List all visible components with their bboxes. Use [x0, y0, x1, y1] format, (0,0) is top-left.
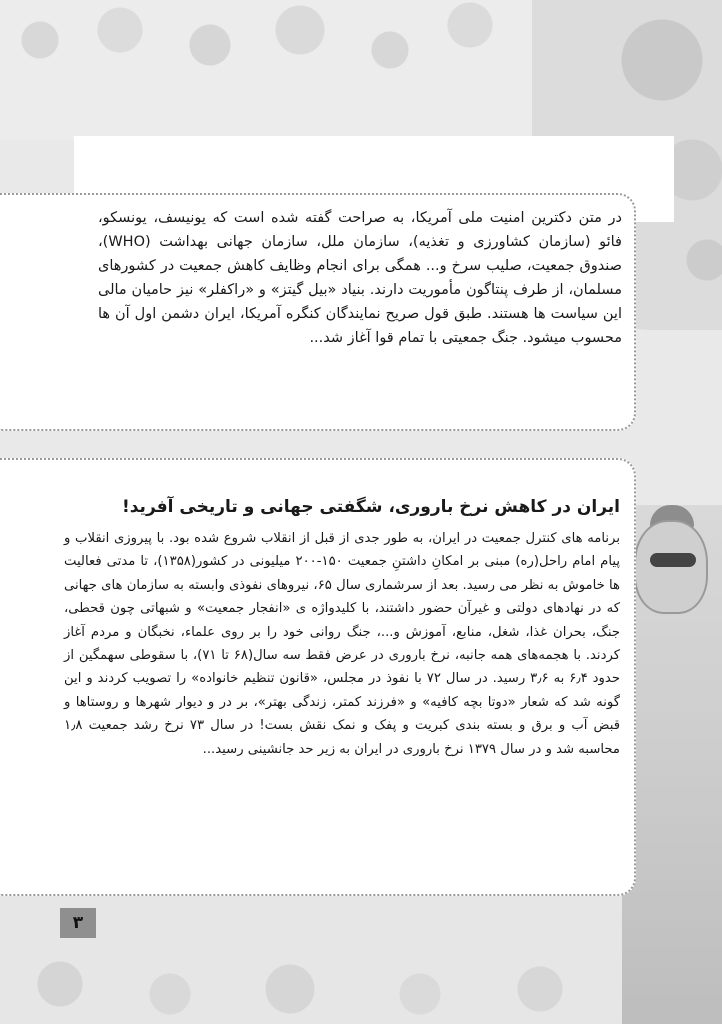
doll-sunglasses — [650, 553, 696, 567]
section-heading: ایران در کاهش نرخ باروری، شگفتی جهانی و تاریخی آفرید! — [121, 497, 620, 517]
doctrine-paragraph: در متن دکترین امنیت ملی آمریکا، به صراحت گفته شده است که یونیسف، یونسکو، فائو (سازمان کشاورزی و تغذیه)، سازمان ملل، سازمان جهانی بهداشت (WHO)، صندوق جمعیت، صلیب سرخ و... همگی برای انجام وظایف کاهش جمعیت در کشورهای مسلمان، از طرف پنتاگون مأموریت دارند. بنیاد «بیل گیتز» و «راکفلر» نیز حامیان مالی این سیاست ها هستند. طبق قول صریح نمایندگان کنگره آمریکا، ایران دشمن اول آن ها محسوب میشود. جنگ جمعیتی با تمام قوا آغاز شد... — [98, 210, 622, 346]
fertility-paragraph: برنامه های کنترل جمعیت در ایران، به طور جدی از قبل از انقلاب شروع شده بود. با پیروزی انقلاب و پیام امام راحل(ره) مبنی بر امکانِ داشتنِ جمعیت ۱۵۰-۲۰۰ میلیونی در کشور(۱۳۵۸)، تا مدتی فعالیت ها خاموش به نظر می رسید. بعد از سرشماری سال ۶۵، نیروهای نفوذی وابسته به سازمان های جهانی که در نهادهای دولتی و غیرآن حضور داشتند، با کلیدواژه ی «انفجار جمعیت» و شبهاتی چون قحطی، جنگ، بحران غذا، شغل، منابع، آموزش و...، جنگ روانی خود را بر روی علماء، نخبگان و مردم آغاز کردند. با هجمه‌های همه جانبه، نرخ باروری در عرض فقط سه سال(۶۸ تا ۷۱)، با سقوطی سهمگین از حدود ۶٫۴ به ۳٫۶ رسید. در سال ۷۲ با نفوذ در مجلس، «قانون تنظیم خانواده» را تصویب کردند و این گونه شد که شعار «دوتا بچه کافیه» و «فرزند کمتر، زندگی بهتر»، بر در و دیوار شهرها و روستاها و قبض آب و برق و بسته بندی کبریت و پفک و نمک نقش بست! در سال ۷۳ نرخ رشد جمعیت ۱٫۸ محاسبه شد و در سال ۱۳۷۹ نرخ باروری در ایران به زیر حد جانشینی رسید... — [64, 531, 621, 757]
page-number: ۳ — [60, 908, 96, 938]
bottom-ornament-background — [0, 894, 722, 1024]
doll-head — [634, 520, 708, 614]
